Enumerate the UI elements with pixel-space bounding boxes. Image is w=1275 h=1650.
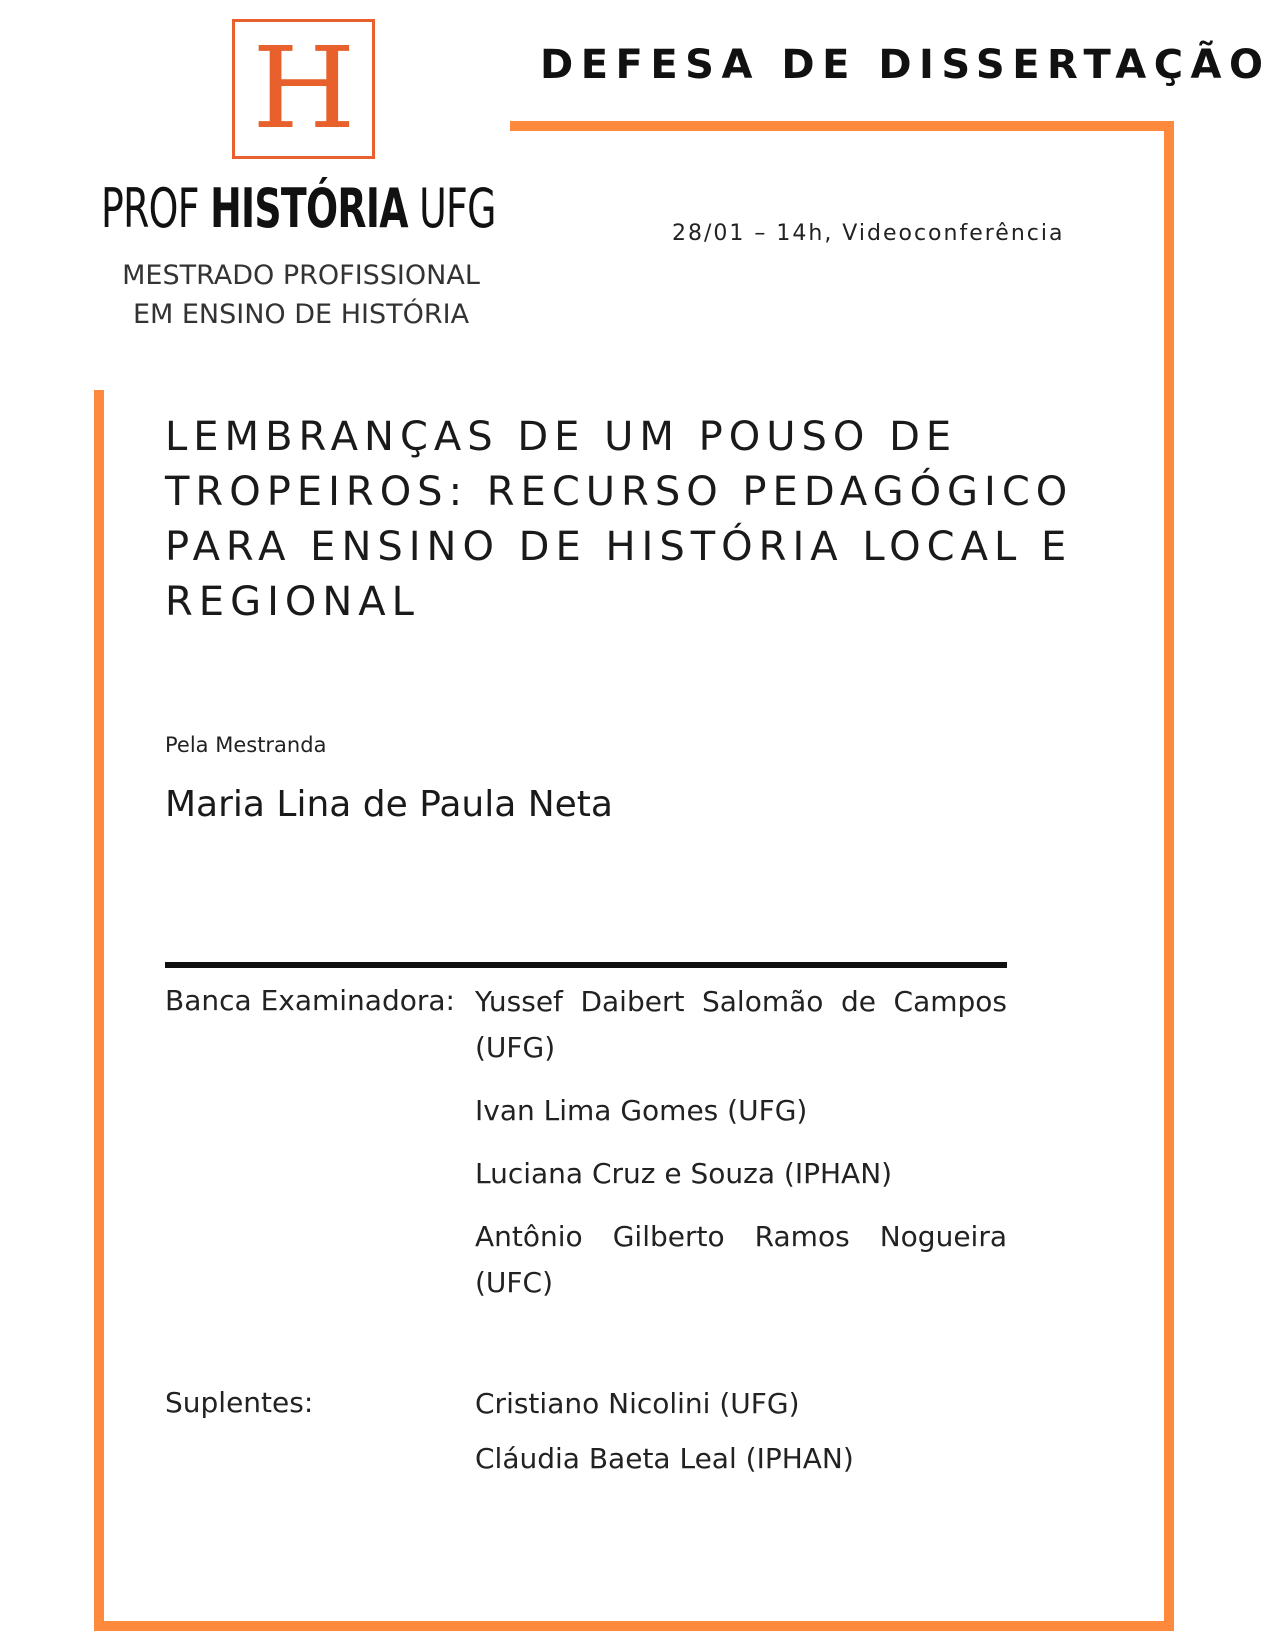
- substitute-member: Cláudia Baeta Leal (IPHAN): [475, 1442, 854, 1475]
- brand-subtitle-line1: MESTRADO PROFISSIONAL: [122, 260, 480, 291]
- brand-prefix: PROF: [101, 177, 211, 240]
- frame-top-border: [510, 121, 1174, 131]
- frame-right-border: [1164, 121, 1174, 1631]
- substitutes-label: Suplentes:: [165, 1386, 314, 1419]
- divider: [165, 962, 1007, 968]
- substitute-member: Cristiano Nicolini (UFG): [475, 1387, 800, 1420]
- date-location: 28/01 – 14h, Videoconferência: [672, 221, 1065, 246]
- logo-letter: H: [251, 24, 356, 154]
- committee-member: Luciana Cruz e Souza (IPHAN): [475, 1157, 893, 1190]
- committee-member: Yussef Daibert Salomão de Campos (UFG): [475, 985, 1007, 1064]
- brand-name: [101, 177, 496, 240]
- brand-suffix: UFG: [407, 177, 496, 240]
- frame-left-border: [94, 390, 104, 1631]
- profhistoria-logo-icon: [232, 19, 375, 159]
- brand-bold: HISTÓRIA: [210, 177, 408, 240]
- committee-member: Ivan Lima Gomes (UFG): [475, 1094, 808, 1127]
- frame-bottom-border: [94, 1621, 1174, 1631]
- student-name: Maria Lina de Paula Neta: [165, 784, 613, 825]
- committee-member: Antônio Gilberto Ramos Nogueira (UFC): [475, 1220, 1007, 1299]
- brand-subtitle-line2: EM ENSINO DE HISTÓRIA: [132, 299, 470, 330]
- student-label: Pela Mestranda: [165, 733, 327, 757]
- page-heading: DEFESA DE DISSERTAÇÃO: [540, 42, 1271, 88]
- dissertation-title: LEMBRANÇAS DE UM POUSO DE TROPEIROS: RECURSO PEDAGÓGICO PARA ENSINO DE HISTÓRIA LOCAL E REGIONAL: [165, 414, 1074, 625]
- committee-label: Banca Examinadora:: [165, 984, 455, 1017]
